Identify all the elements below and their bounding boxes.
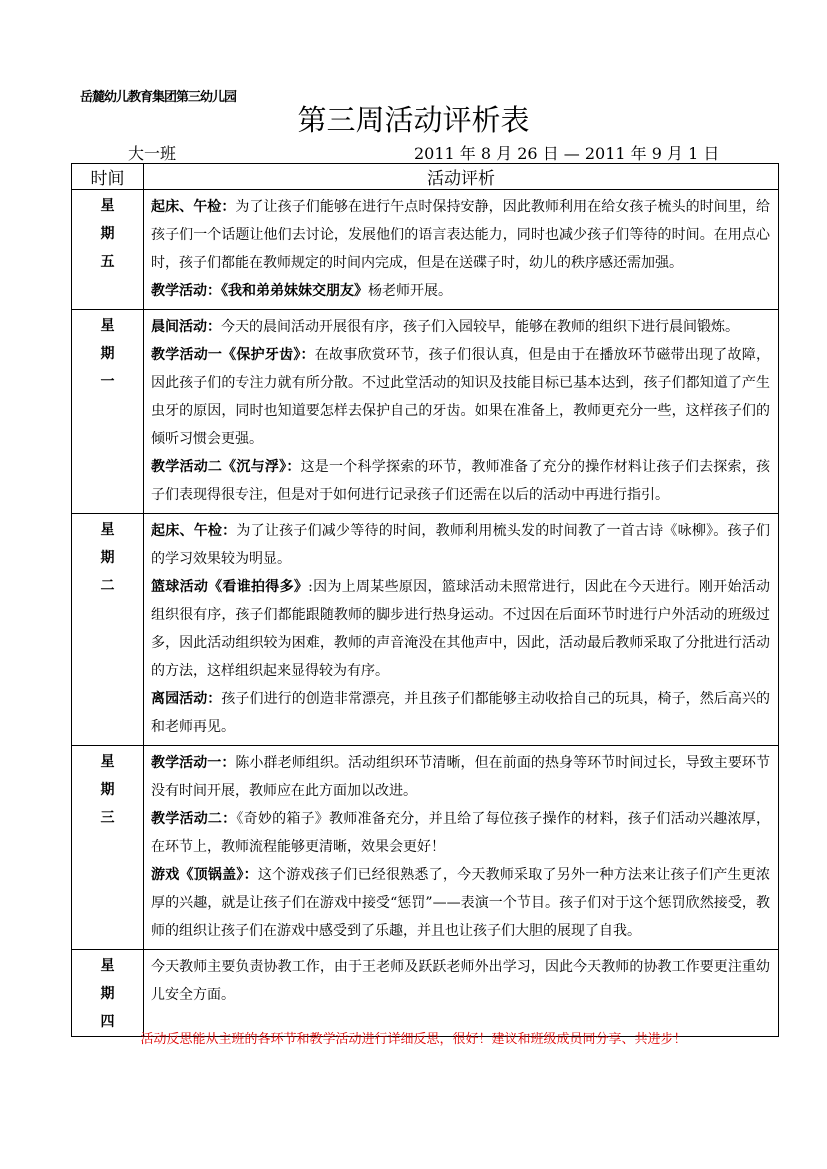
day-cell bbox=[72, 190, 144, 310]
analysis-entry bbox=[151, 517, 770, 573]
entry-text: 《奇妙的箱子》教师准备充分，并且给了每位孩子操作的材料，孩子们活动兴趣浓厚，在环节上，教师流程能够更清晰，效果会更好！ bbox=[151, 811, 771, 855]
entry-text: :因为上周某些原因，篮球活动未照常进行，因此在今天进行。刚开始活动组织很有序，孩子们都能跟随教师的脚步进行热身运动。不过因在后面环节时进行户外活动的班级过多，因此活动组织较为困难，教师的声音淹没在其他声中，因此，活动最后教师采取了分批进行活动的方法，这样组织起来显得较为有序。 bbox=[151, 579, 771, 679]
entry-text: 为了让孩子们减少等待的时间，教师利用梳头发的时间教了一首古诗《咏柳》。孩子们的学习效果较为明显。 bbox=[151, 523, 771, 567]
day-char: 一 bbox=[100, 374, 115, 390]
entry-label: 教学活动二《沉与浮》： bbox=[151, 459, 301, 475]
day-char: 星 bbox=[100, 198, 115, 214]
entry-label: 篮球活动《看谁拍得多》 bbox=[151, 579, 309, 595]
entry-text: 陈小群老师组织。活动组织环节清晰，但在前面的热身等环节时间过长，导致主要环节没有时间开展，教师应在此方面加以改进。 bbox=[151, 755, 771, 799]
entry-label: 起床、午检： bbox=[151, 523, 237, 539]
analysis-entry bbox=[151, 453, 770, 509]
entry-label: 教学活动一《保护牙齿》： bbox=[151, 347, 315, 363]
day-cell bbox=[72, 746, 144, 950]
entry-text: 这是一个科学探索的环节，教师准备了充分的操作材料让孩子们去探索，孩子们表现得很专注，但是对于如何进行记录孩子们还需在以后的活动中再进行指引。 bbox=[151, 459, 771, 503]
table-row bbox=[72, 746, 779, 950]
analysis-cell bbox=[144, 514, 779, 746]
analysis-entry bbox=[151, 749, 770, 805]
entry-label: 离园活动： bbox=[151, 691, 222, 707]
analysis-entry bbox=[151, 313, 770, 341]
analysis-cell bbox=[144, 950, 779, 1037]
analysis-entry bbox=[151, 953, 770, 1009]
day-char: 四 bbox=[100, 1014, 115, 1030]
entry-label: 起床、午检： bbox=[151, 199, 236, 215]
day-char: 星 bbox=[100, 318, 115, 334]
day-char: 期 bbox=[100, 226, 115, 242]
teacher-feedback: 活动反思能从主班的各环节和教学活动进行详细反思，很好！建议和班级成员同分享、共进步！ bbox=[140, 1032, 687, 1047]
day-char: 星 bbox=[100, 754, 115, 770]
day-char: 期 bbox=[100, 782, 115, 798]
analysis-entry bbox=[151, 861, 770, 945]
analysis-entry bbox=[151, 805, 770, 861]
date-range: 2011 年 8 月 26 日 — 2011 年 9 月 1 日 bbox=[414, 144, 720, 163]
analysis-entry bbox=[151, 193, 770, 277]
table-row bbox=[72, 190, 779, 310]
org-name: 岳麓幼儿教育集团第三幼儿园 bbox=[80, 90, 237, 105]
entry-label: 游戏《顶锅盖》： bbox=[151, 867, 258, 883]
analysis-entry bbox=[151, 277, 770, 305]
day-char: 期 bbox=[100, 346, 115, 362]
analysis-entry bbox=[151, 685, 770, 741]
column-header-time: 时间 bbox=[72, 164, 144, 190]
day-char: 期 bbox=[100, 986, 115, 1002]
day-cell bbox=[72, 950, 144, 1037]
day-char: 三 bbox=[100, 810, 115, 826]
class-name: 大一班 bbox=[128, 144, 177, 163]
day-char: 星 bbox=[100, 958, 115, 974]
table-header-row bbox=[72, 164, 779, 190]
day-char: 二 bbox=[100, 578, 115, 594]
day-char: 期 bbox=[100, 550, 115, 566]
entry-label: 教学活动一： bbox=[151, 755, 236, 771]
entry-text: 这个游戏孩子们已经很熟悉了，今天教师采取了另外一种方法来让孩子们产生更浓厚的兴趣，就是让孩子们在游戏中接受“惩罚”——表演一个节目。孩子们对于这个惩罚欣然接受，教师的组织让孩子们在游戏中感受到了乐趣，并且也让孩子们大胆的展现了自我。 bbox=[151, 867, 771, 939]
entry-text: 今天的晨间活动开展很有序，孩子们入园较早，能够在教师的组织下进行晨间锻炼。 bbox=[221, 319, 739, 335]
table-row bbox=[72, 950, 779, 1037]
entry-text: 今天教师主要负责协教工作，由于王老师及跃跃老师外出学习，因此今天教师的协教工作要更注重幼儿安全方面。 bbox=[151, 959, 770, 1003]
analysis-cell bbox=[144, 310, 779, 514]
entry-label: 教学活动二： bbox=[151, 811, 237, 827]
entry-text: 在故事欣赏环节，孩子们很认真，但是由于在播放环节磁带出现了故障，因此孩子们的专注力就有所分散。不过此堂活动的知识及技能目标已基本达到，孩子们都知道了产生虫牙的原因，同时也知道要怎样去保护自己的牙齿。如果在准备上，教师更充分一些，这样孩子们的倾听习惯会更强。 bbox=[151, 347, 771, 447]
analysis-entry bbox=[151, 573, 770, 685]
day-char: 五 bbox=[100, 254, 115, 270]
page-title: 第三周活动评析表 bbox=[297, 103, 530, 137]
analysis-cell bbox=[144, 746, 779, 950]
analysis-entry bbox=[151, 341, 770, 453]
day-cell bbox=[72, 514, 144, 746]
entry-label: 教学活动：《我和弟弟妹妹交朋友》 bbox=[151, 283, 368, 299]
entry-text: 孩子们进行的创造非常漂亮，并且孩子们都能够主动收拾自己的玩具，椅子，然后高兴的和老师再见。 bbox=[151, 691, 771, 735]
analysis-table bbox=[71, 163, 779, 1037]
entry-text: 为了让孩子们能够在进行午点时保持安静，因此教师利用在给女孩子梳头的时间里，给孩子们一个话题让他们去讨论，发展他们的语言表达能力，同时也减少孩子们等待的时间。在用点心时，孩子们都能在教师规定的时间内完成，但是在送碟子时，幼儿的秩序感还需加强。 bbox=[151, 199, 771, 271]
column-header-analysis: 活动评析 bbox=[144, 164, 779, 190]
day-cell bbox=[72, 310, 144, 514]
entry-label: 晨间活动： bbox=[151, 319, 221, 335]
table-row bbox=[72, 310, 779, 514]
day-char: 星 bbox=[100, 522, 115, 538]
analysis-cell bbox=[144, 190, 779, 310]
entry-text: 杨老师开展。 bbox=[368, 283, 452, 299]
table-row bbox=[72, 514, 779, 746]
